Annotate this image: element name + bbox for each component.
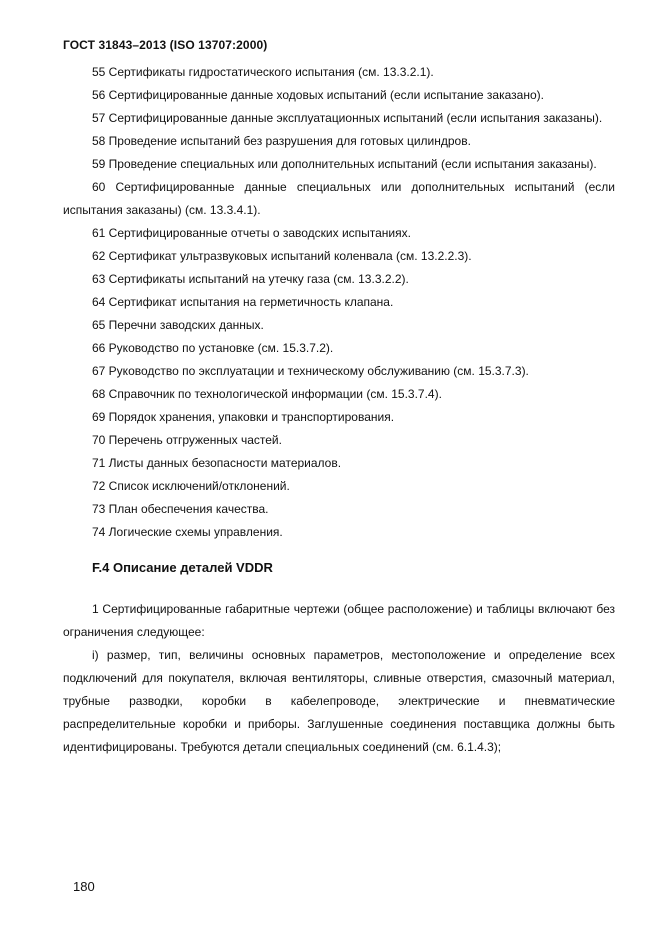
list-item: 67 Руководство по эксплуатации и техническому обслуживанию (см. 15.3.7.3).: [92, 364, 529, 378]
list-item: 69 Порядок хранения, упаковки и транспортирования.: [92, 410, 395, 424]
list-item: 62 Сертификат ультразвуковых испытаний коленвала (см. 13.2.2.3).: [92, 249, 472, 263]
list-item: 63 Сертификаты испытаний на утечку газа (см. 13.3.2.2).: [92, 272, 409, 286]
section-intro: 1 Сертифицированные габаритные чертежи (общее расположение) и таблицы включают без ограничения следующее:: [63, 602, 615, 639]
list-item: 66 Руководство по установке (см. 15.3.7.2).: [92, 341, 334, 355]
list-item: 64 Сертификат испытания на герметичность клапана.: [92, 295, 394, 309]
list-item: 55 Сертификаты гидростатического испытания (см. 13.3.2.1).: [92, 65, 434, 79]
list-item: 65 Перечни заводских данных.: [92, 318, 264, 332]
list-item: 70 Перечень отгруженных частей.: [92, 433, 282, 447]
page-number: 180: [73, 879, 95, 894]
list-item: 59 Проведение специальных или дополнительных испытаний (если испытания заказаны).: [92, 157, 597, 171]
list-item: 72 Список исключений/отклонений.: [92, 479, 290, 493]
section-heading: F.4 Описание деталей VDDR: [92, 560, 273, 575]
list-item: 74 Логические схемы управления.: [92, 525, 283, 539]
section-subitem: i) размер, тип, величины основных параметров, местоположение и определение всех подключений для покупателя, включая вентиляторы, сливные отверстия, смазочный материал, трубные разводки, коробки в кабелепроводе, электрические и пневматические распределительные коробки и приборы. Заглушенные соединения поставщика должны быть идентифицированы. Требуются детали специальных соединений (см. 6.1.4.3);: [63, 648, 615, 754]
list-item: 57 Сертифицированные данные эксплуатационных испытаний (если испытания заказаны).: [92, 111, 603, 125]
list-item: 61 Сертифицированные отчеты о заводских испытаниях.: [92, 226, 411, 240]
list-item: 71 Листы данных безопасности материалов.: [92, 456, 342, 470]
list-item: 68 Справочник по технологической информации (см. 15.3.7.4).: [92, 387, 442, 401]
list-item: 56 Сертифицированные данные ходовых испытаний (если испытание заказано).: [92, 88, 544, 102]
list-item: 58 Проведение испытаний без разрушения для готовых цилиндров.: [92, 134, 471, 148]
list-item: 73 План обеспечения качества.: [92, 502, 269, 516]
document-header: ГОСТ 31843–2013 (ISO 13707:2000): [63, 38, 268, 52]
list-item: 60 Сертифицированные данные специальных или дополнительных испытаний (если испытания заказаны) (см. 13.3.4.1).: [63, 180, 615, 217]
document-body: [63, 61, 615, 759]
